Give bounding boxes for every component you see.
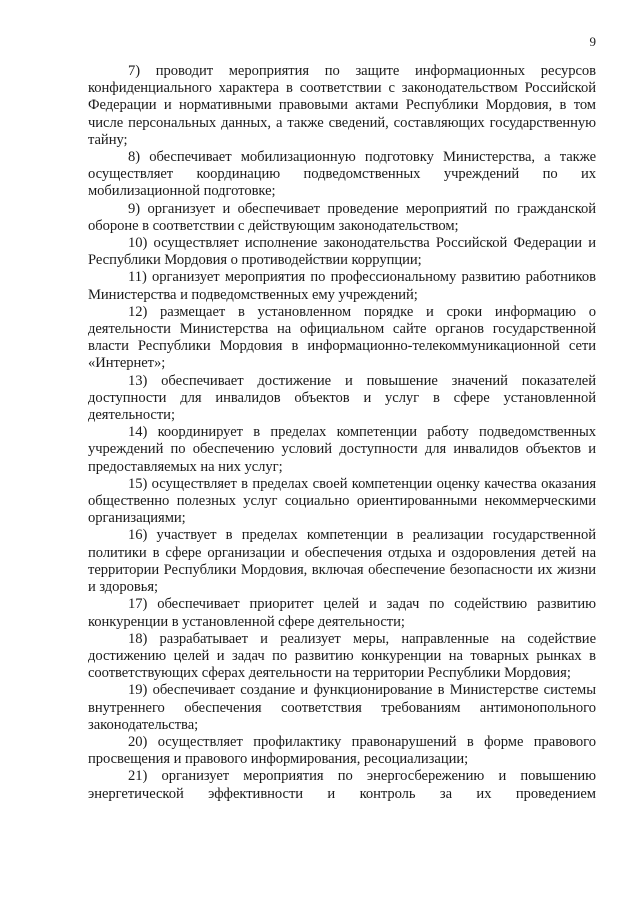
list-item-20: 20) осуществляет профилактику правонарушений в форме правового просвещения и правового информирования, ресоциализации; <box>88 733 596 768</box>
list-item-9: 9) организует и обеспечивает проведение мероприятий по гражданской обороне в соответствии с действующим законодательством; <box>88 200 596 234</box>
page-number: 9 <box>589 34 596 49</box>
list-item-17: 17) обеспечивает приоритет целей и задач по содействию развитию конкуренции в установленной сфере деятельности; <box>88 596 596 630</box>
list-item-16: 16) участвует в пределах компетенции в реализации государственной политики в сфере организации и обеспечения отдыха и оздоровления детей на территории Республики Мордовия, включая обеспечение безопасности их жизни и здоровья; <box>88 527 596 596</box>
document-body <box>88 63 596 803</box>
list-item-13: 13) обеспечивает достижение и повышение значений показателей доступности для инвалидов объектов и услуг в сфере установленной деятельности; <box>88 372 596 424</box>
list-item-18: 18) разрабатывает и реализует меры, направленные на содействие достижению целей и задач по развитию конкуренции на товарных рынках в соответствующих сферах деятельности на территории Республики Мордовия; <box>88 630 596 682</box>
list-item-19: 19) обеспечивает создание и функционирование в Министерстве системы внутреннего обеспечения соответствия требованиям антимонопольного законодательства; <box>88 682 596 733</box>
list-item-15: 15) осуществляет в пределах своей компетенции оценку качества оказания общественно полезных услуг социально ориентированными некоммерческими организациями; <box>88 475 596 527</box>
list-item-11: 11) организует мероприятия по профессиональному развитию работников Министерства и подведомственных ему учреждений; <box>88 269 596 303</box>
list-item-14: 14) координирует в пределах компетенции работу подведомственных учреждений по обеспечению условий доступности для инвалидов объектов и предоставляемых на них услуг; <box>88 424 596 475</box>
list-item-21: 21) организует мероприятия по энергосбережению и повышению энергетической эффективности и контроль за их проведением <box>88 768 596 802</box>
list-item-10: 10) осуществляет исполнение законодательства Российской Федерации и Республики Мордовия о противодействии коррупции; <box>88 235 596 269</box>
list-item-7: 7) проводит мероприятия по защите информационных ресурсов конфиденциального характера в соответствии с законодательством Российской Федерации и нормативными правовыми актами Республики Мордовия, в том числе персональных данных, а также сведений, составляющих государственную тайну; <box>88 63 596 148</box>
list-item-8: 8) обеспечивает мобилизационную подготовку Министерства, а также осуществляет координацию подведомственных учреждений по их мобилизационной подготовке; <box>88 149 596 200</box>
list-item-12: 12) размещает в установленном порядке и сроки информацию о деятельности Министерства на официальном сайте органов государственной власти Республики Мордовия в информационно-телекоммуникационной сети «Интернет»; <box>88 303 596 372</box>
